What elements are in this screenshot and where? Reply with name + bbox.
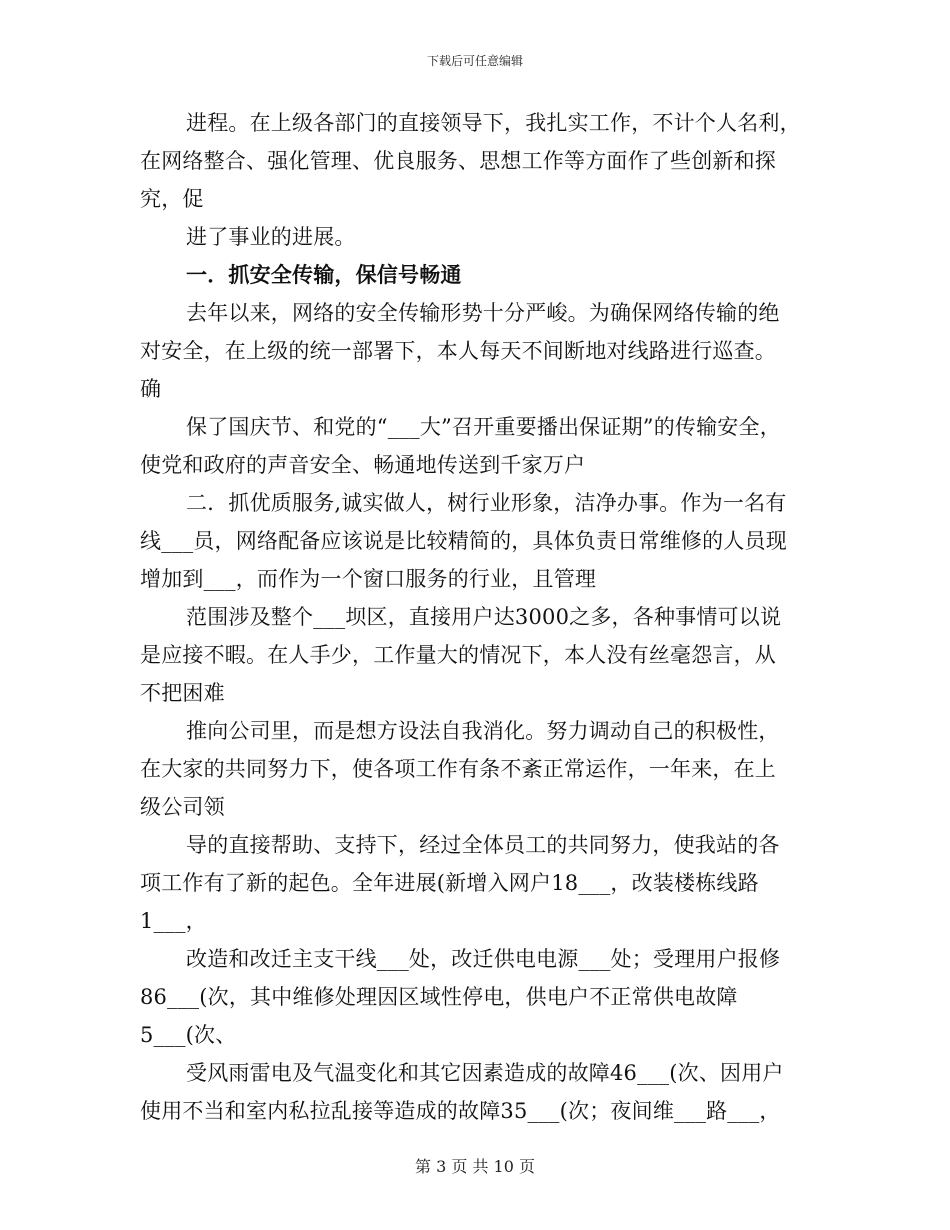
section-heading: 一．抓安全传输，保信号畅通 [186,262,462,287]
text-line: 究，促 [140,187,204,211]
text-line: 5___(次、 [140,1023,237,1047]
text-line: 使党和政府的声音安全、畅通地传送到千家万户 [140,453,586,477]
text-line: 受风雨雷电及气温变化和其它因素造成的故障46___(次、因用户 [186,1061,784,1085]
text-line: 推向公司里，而是想方设法自我消化。努力调动自己的积极性， [186,719,780,743]
text-line: 项工作有了新的起色。全年进展(新增入网户18___，改装楼栋线路 [140,871,759,895]
text-line: 进了事业的进展。 [186,225,356,249]
text-line: 在大家的共同努力下，使各项工作有条不紊正常运作，一年来，在上 [140,757,776,781]
page-header: 下载后可任意编辑 [426,54,523,68]
text-line: 是应接不暇。在人手少，工作量大的情况下，本人没有丝毫怨言，从 [140,643,776,667]
text-line: 86___(次，其中维修处理因区域性停电，供电户不正常供电故障 [140,985,738,1009]
text-line: 线___员，网络配备应该说是比较精简的，具体负责日常维修的人员现 [140,529,787,553]
text-line: 导的直接帮助、支持下，经过全体员工的共同努力，使我站的各 [186,833,780,857]
text-line: 进程。在上级各部门的直接领导下，我扎实工作，不计个人名利， [186,111,801,135]
page-footer: 第 3 页 共 10 页 [415,1157,535,1176]
text-line: 使用不当和室内私拉乱接等造成的故障35___(次；夜间维___路___， [140,1099,781,1123]
text-line: 级公司领 [140,795,225,819]
text-line: 保了国庆节、和党的“___大”召开重要播出保证期”的传输安全， [186,415,781,439]
text-line: 改造和改迁主支干线___处，改迁供电电源___处；受理用户报修 [186,947,781,971]
document-body [140,104,812,1130]
text-line: 不把困难 [140,681,225,705]
text-line: 增加到___，而作为一个窗口服务的行业，且管理 [140,567,597,591]
text-line: 1___， [140,909,207,933]
text-line: 确 [140,377,162,401]
text-line: 对安全，在上级的统一部署下，本人每天不间断地对线路进行巡查。 [140,339,776,363]
text-line: 去年以来，网络的安全传输形势十分严峻。为确保网络传输的绝 [186,301,780,325]
text-line: 二．抓优质服务,诚实做人，树行业形象，洁净办事。作为一名有 [186,491,787,515]
text-line: 范围涉及整个___坝区，直接用户达3000之多，各种事情可以说 [186,605,782,629]
text-line: 在网络整合、强化管理、优良服务、思想工作等方面作了些创新和探 [140,149,776,173]
